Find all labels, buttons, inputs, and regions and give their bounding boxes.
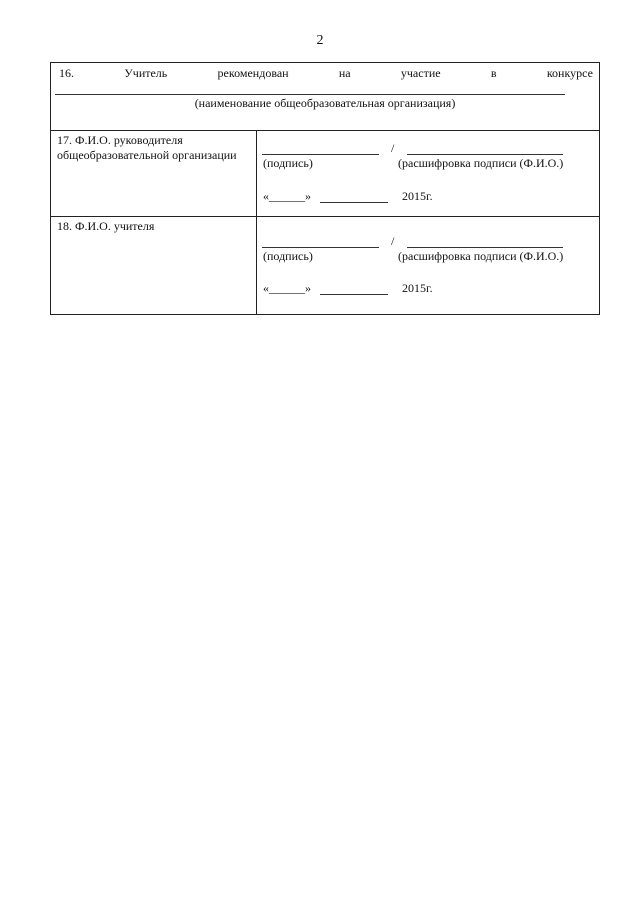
row-16-recommendation	[51, 63, 599, 131]
organization-name-caption: (наименование общеобразовательная организация)	[194, 96, 456, 110]
organization-name-field[interactable]	[55, 94, 565, 95]
row-16-sentence	[59, 66, 593, 81]
teacher-signature-field[interactable]	[262, 247, 379, 248]
row-16-word: 16.	[59, 66, 74, 80]
director-date-year: 2015г.	[402, 189, 433, 203]
director-signature-field[interactable]	[262, 154, 379, 155]
row-17-director	[51, 130, 599, 217]
row-16-word: Учитель	[124, 66, 168, 80]
row-17-label: 17. Ф.И.О. руководителя общеобразовательной организации	[51, 130, 257, 216]
row-18-signature-cell	[257, 216, 599, 314]
form-table	[50, 62, 600, 315]
row-16-word: в	[490, 66, 497, 80]
teacher-name-field[interactable]	[407, 247, 563, 248]
teacher-signature-caption: (подпись)	[263, 249, 313, 263]
row-18-label: 18. Ф.И.О. учителя	[51, 216, 257, 314]
row-18-teacher	[51, 216, 599, 314]
teacher-date-month-field[interactable]	[320, 294, 388, 295]
director-date-day[interactable]: «______»	[263, 189, 311, 203]
row-17-signature-cell	[257, 130, 599, 216]
signature-slash: /	[391, 234, 395, 248]
teacher-date-year: 2015г.	[402, 281, 433, 295]
director-date-month-field[interactable]	[320, 202, 388, 203]
director-name-caption: (расшифровка подписи (Ф.И.О.)	[398, 156, 564, 170]
director-name-field[interactable]	[407, 154, 563, 155]
signature-slash: /	[391, 141, 395, 155]
row-16-word: конкурсе	[546, 66, 593, 80]
row-16-word: рекомендован	[217, 66, 289, 80]
page-number: 2	[316, 33, 324, 48]
row-16-word: на	[338, 66, 351, 80]
director-signature-caption: (подпись)	[263, 156, 313, 170]
teacher-name-caption: (расшифровка подписи (Ф.И.О.)	[398, 249, 564, 263]
teacher-date-day[interactable]: «______»	[263, 281, 311, 295]
row-16-word: участие	[400, 66, 441, 80]
